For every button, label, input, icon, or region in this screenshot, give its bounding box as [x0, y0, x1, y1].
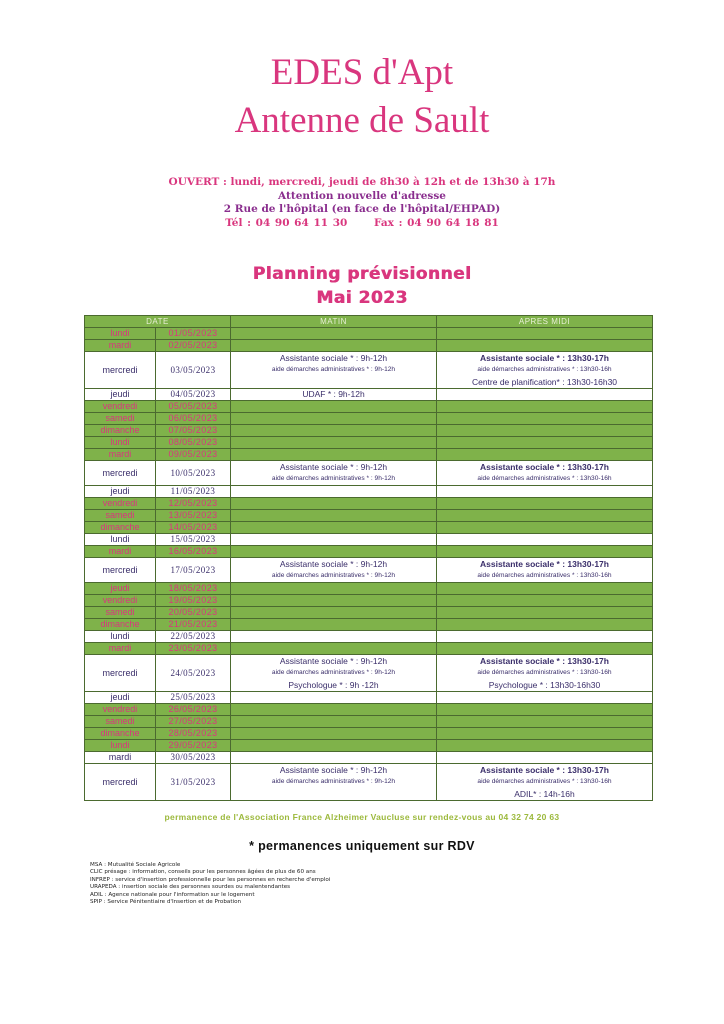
row-day: mardi: [85, 340, 156, 352]
cell-apres-midi: [437, 643, 653, 655]
row-date: 21/05/2023: [156, 619, 231, 631]
appointment-line: Assistante sociale * : 9h-12h: [279, 765, 388, 775]
row-day: lundi: [85, 328, 156, 340]
cell-apres-midi: [437, 619, 653, 631]
planning-row: [85, 425, 653, 437]
appointment-line: Assistante sociale * : 9h-12h: [279, 656, 388, 666]
planning-row: [85, 619, 653, 631]
row-date: 14/05/2023: [156, 522, 231, 534]
cell-apres-midi: [437, 752, 653, 764]
appointment-line: aide démarches administratives * : 13h30-16h: [477, 366, 612, 373]
cell-apres-midi: [437, 764, 653, 801]
appointment-line: UDAF * : 9h-12h: [302, 389, 365, 399]
row-day: samedi: [85, 607, 156, 619]
planning-row: [85, 328, 653, 340]
cell-apres-midi: [437, 546, 653, 558]
row-date: 12/05/2023: [156, 498, 231, 510]
planning-header-row: [85, 316, 653, 328]
row-date: 09/05/2023: [156, 449, 231, 461]
planning-row: [85, 764, 653, 801]
row-date: 19/05/2023: [156, 595, 231, 607]
row-day: dimanche: [85, 728, 156, 740]
row-date: 25/05/2023: [156, 692, 231, 704]
cell-matin: [231, 704, 437, 716]
cell-matin: [231, 764, 437, 801]
appointment-line: Assistante sociale * : 9h-12h: [279, 462, 388, 472]
cell-matin: [231, 631, 437, 643]
planning-row: [85, 631, 653, 643]
planning-row: [85, 498, 653, 510]
planning-row: [85, 461, 653, 486]
appointment-line: aide démarches administratives * : 9h-12h: [271, 475, 396, 482]
cell-apres-midi: [437, 631, 653, 643]
row-date: 11/05/2023: [156, 486, 231, 498]
row-date: 01/05/2023: [156, 328, 231, 340]
cell-matin: [231, 340, 437, 352]
cell-apres-midi: [437, 692, 653, 704]
row-day: samedi: [85, 510, 156, 522]
planning-row: [85, 413, 653, 425]
row-date: 10/05/2023: [156, 461, 231, 486]
appointment-line: Psychologue * : 9h -12h: [288, 680, 379, 690]
cell-apres-midi: [437, 595, 653, 607]
appointment-line: Assistante sociale * : 9h-12h: [279, 353, 388, 363]
planning-row: [85, 595, 653, 607]
cell-apres-midi: [437, 607, 653, 619]
cell-matin: [231, 655, 437, 692]
appointment-line: Psychologue * : 13h30-16h30: [488, 680, 601, 690]
cell-apres-midi: [437, 728, 653, 740]
row-day: samedi: [85, 413, 156, 425]
row-day: samedi: [85, 716, 156, 728]
appointment-line: aide démarches administratives * : 9h-12h: [271, 669, 396, 676]
planning-row: [85, 486, 653, 498]
cell-matin: [231, 740, 437, 752]
cell-apres-midi: [437, 425, 653, 437]
row-date: 28/05/2023: [156, 728, 231, 740]
row-date: 04/05/2023: [156, 389, 231, 401]
glossary-item: URAPEDA : insertion sociale des personnes sourdes ou malentendantes: [90, 884, 291, 891]
planning-row: [85, 546, 653, 558]
planning-row: [85, 534, 653, 546]
row-day: lundi: [85, 631, 156, 643]
row-date: 20/05/2023: [156, 607, 231, 619]
cell-matin: [231, 510, 437, 522]
appointment-line: Assistante sociale * : 13h30-17h: [480, 462, 609, 472]
row-date: 18/05/2023: [156, 583, 231, 595]
fax-number: Fax : 04 90 64 18 81: [374, 217, 499, 229]
appointment-line: ADIL* : 14h-16h: [514, 789, 575, 799]
cell-matin: [231, 328, 437, 340]
planning-row: [85, 655, 653, 692]
planning-row: [85, 522, 653, 534]
address: 2 Rue de l'hôpital (en face de l'hôpital/EHPAD): [223, 203, 501, 215]
planning-body: [85, 328, 653, 801]
header-date: DATE: [85, 316, 231, 328]
cell-apres-midi: [437, 486, 653, 498]
glossary-item: MSA : Mutualité Sociale Agricole: [90, 862, 181, 868]
glossary-item: ADIL : Agence nationale pour l'information sur le logement: [90, 891, 255, 898]
cell-matin: [231, 752, 437, 764]
row-day: mercredi: [85, 655, 156, 692]
appointment-line: aide démarches administratives * : 13h30-16h: [477, 475, 612, 482]
header-apres-midi: APRES MIDI: [437, 316, 653, 328]
appointment-line: aide démarches administratives * : 9h-12h: [271, 572, 396, 579]
row-day: lundi: [85, 437, 156, 449]
appointment-line: aide démarches administratives * : 13h30-16h: [477, 572, 612, 579]
row-date: 16/05/2023: [156, 546, 231, 558]
row-day: lundi: [85, 534, 156, 546]
row-date: 07/05/2023: [156, 425, 231, 437]
cell-apres-midi: [437, 510, 653, 522]
planning-title: Planning prévisionnel: [252, 264, 472, 284]
row-date: 26/05/2023: [156, 704, 231, 716]
title-antenne-sault: Antenne de Sault: [234, 100, 490, 141]
planning-row: [85, 607, 653, 619]
row-date: 13/05/2023: [156, 510, 231, 522]
planning-row: [85, 716, 653, 728]
cell-matin: [231, 546, 437, 558]
cell-matin: [231, 522, 437, 534]
cell-matin: [231, 716, 437, 728]
planning-row: [85, 437, 653, 449]
cell-apres-midi: [437, 413, 653, 425]
planning-row: [85, 740, 653, 752]
planning-row: [85, 692, 653, 704]
cell-apres-midi: [437, 401, 653, 413]
cell-matin: [231, 595, 437, 607]
row-date: 08/05/2023: [156, 437, 231, 449]
cell-matin: [231, 643, 437, 655]
title-edes-apt: EDES d'Apt: [270, 52, 454, 93]
planning-row: [85, 643, 653, 655]
cell-matin: [231, 413, 437, 425]
row-date: 29/05/2023: [156, 740, 231, 752]
planning-table: [84, 315, 653, 801]
row-day: vendredi: [85, 595, 156, 607]
row-day: vendredi: [85, 401, 156, 413]
row-date: 23/05/2023: [156, 643, 231, 655]
cell-apres-midi: [437, 352, 653, 389]
cell-apres-midi: [437, 534, 653, 546]
row-day: jeudi: [85, 486, 156, 498]
row-day: mercredi: [85, 764, 156, 801]
row-date: 17/05/2023: [156, 558, 231, 583]
cell-apres-midi: [437, 558, 653, 583]
row-day: dimanche: [85, 619, 156, 631]
planning-row: [85, 583, 653, 595]
cell-matin: [231, 352, 437, 389]
cell-apres-midi: [437, 389, 653, 401]
planning-row: [85, 510, 653, 522]
row-date: 03/05/2023: [156, 352, 231, 389]
planning-row: [85, 558, 653, 583]
row-day: vendredi: [85, 704, 156, 716]
planning-row: [85, 449, 653, 461]
glossary-item: CLIC présage : information, conseils pour les personnes âgées de plus de 60 ans: [90, 869, 316, 876]
row-day: mardi: [85, 546, 156, 558]
planning-row: [85, 752, 653, 764]
cell-matin: [231, 449, 437, 461]
planning-row: [85, 340, 653, 352]
glossary: [90, 862, 330, 906]
cell-apres-midi: [437, 522, 653, 534]
cell-matin: [231, 486, 437, 498]
cell-apres-midi: [437, 340, 653, 352]
appointment-line: Assistante sociale * : 13h30-17h: [480, 353, 609, 363]
cell-apres-midi: [437, 716, 653, 728]
appointment-line: aide démarches administratives * : 13h30-16h: [477, 778, 612, 785]
planning-month: Mai 2023: [316, 288, 408, 308]
cell-apres-midi: [437, 583, 653, 595]
cell-matin: [231, 558, 437, 583]
cell-apres-midi: [437, 328, 653, 340]
row-date: 06/05/2023: [156, 413, 231, 425]
cell-matin: [231, 401, 437, 413]
cell-apres-midi: [437, 449, 653, 461]
row-day: jeudi: [85, 389, 156, 401]
cell-matin: [231, 461, 437, 486]
phone-number: Tél : 04 90 64 11 30: [225, 217, 348, 229]
cell-matin: [231, 389, 437, 401]
cell-apres-midi: [437, 437, 653, 449]
cell-apres-midi: [437, 498, 653, 510]
cell-matin: [231, 583, 437, 595]
row-day: mardi: [85, 449, 156, 461]
row-day: mercredi: [85, 461, 156, 486]
glossary-item: INFREP : service d'insertion professionnelle pour les personnes en recherche d'emploi: [90, 876, 331, 883]
row-day: mercredi: [85, 352, 156, 389]
appointment-line: Assistante sociale * : 13h30-17h: [480, 656, 609, 666]
cell-apres-midi: [437, 740, 653, 752]
row-day: jeudi: [85, 692, 156, 704]
row-day: mardi: [85, 752, 156, 764]
row-day: dimanche: [85, 425, 156, 437]
appointment-line: Centre de planification* : 13h30-16h30: [471, 377, 618, 387]
appointment-line: aide démarches administratives * : 9h-12h: [271, 366, 396, 373]
cell-matin: [231, 425, 437, 437]
cell-apres-midi: [437, 655, 653, 692]
row-date: 22/05/2023: [156, 631, 231, 643]
cell-apres-midi: [437, 704, 653, 716]
cell-matin: [231, 534, 437, 546]
row-date: 02/05/2023: [156, 340, 231, 352]
row-date: 24/05/2023: [156, 655, 231, 692]
cell-matin: [231, 437, 437, 449]
appointment-line: Assistante sociale * : 13h30-17h: [480, 559, 609, 569]
appointment-line: aide démarches administratives * : 13h30-16h: [477, 669, 612, 676]
cell-matin: [231, 607, 437, 619]
appointment-line: Assistante sociale * : 13h30-17h: [480, 765, 609, 775]
row-day: dimanche: [85, 522, 156, 534]
opening-hours: OUVERT : lundi, mercredi, jeudi de 8h30 à 12h et de 13h30 à 17h: [168, 176, 556, 188]
glossary-item: SPIP : Service Pénitentiaire d'Insertion et de Probation: [90, 899, 242, 906]
row-day: mercredi: [85, 558, 156, 583]
appointment-line: Assistante sociale * : 9h-12h: [279, 559, 388, 569]
header-matin: MATIN: [231, 316, 437, 328]
cell-matin: [231, 619, 437, 631]
rdv-note: * permanences uniquement sur RDV: [249, 839, 475, 853]
appointment-line: aide démarches administratives * : 9h-12h: [271, 778, 396, 785]
row-date: 05/05/2023: [156, 401, 231, 413]
row-date: 31/05/2023: [156, 764, 231, 801]
cell-matin: [231, 692, 437, 704]
row-date: 15/05/2023: [156, 534, 231, 546]
row-day: mardi: [85, 643, 156, 655]
row-day: vendredi: [85, 498, 156, 510]
contact-line: [0, 216, 724, 230]
row-day: lundi: [85, 740, 156, 752]
attention-new-address: Attention nouvelle d'adresse: [278, 190, 446, 202]
planning-row: [85, 728, 653, 740]
cell-apres-midi: [437, 461, 653, 486]
cell-matin: [231, 728, 437, 740]
planning-row: [85, 352, 653, 389]
cell-matin: [231, 498, 437, 510]
planning-row: [85, 401, 653, 413]
row-date: 27/05/2023: [156, 716, 231, 728]
row-day: jeudi: [85, 583, 156, 595]
planning-row: [85, 704, 653, 716]
planning-row: [85, 389, 653, 401]
alzheimer-permanence-note: permanence de l'Association France Alzheimer Vaucluse sur rendez-vous au 04 32 74 20 63: [164, 812, 560, 822]
row-date: 30/05/2023: [156, 752, 231, 764]
